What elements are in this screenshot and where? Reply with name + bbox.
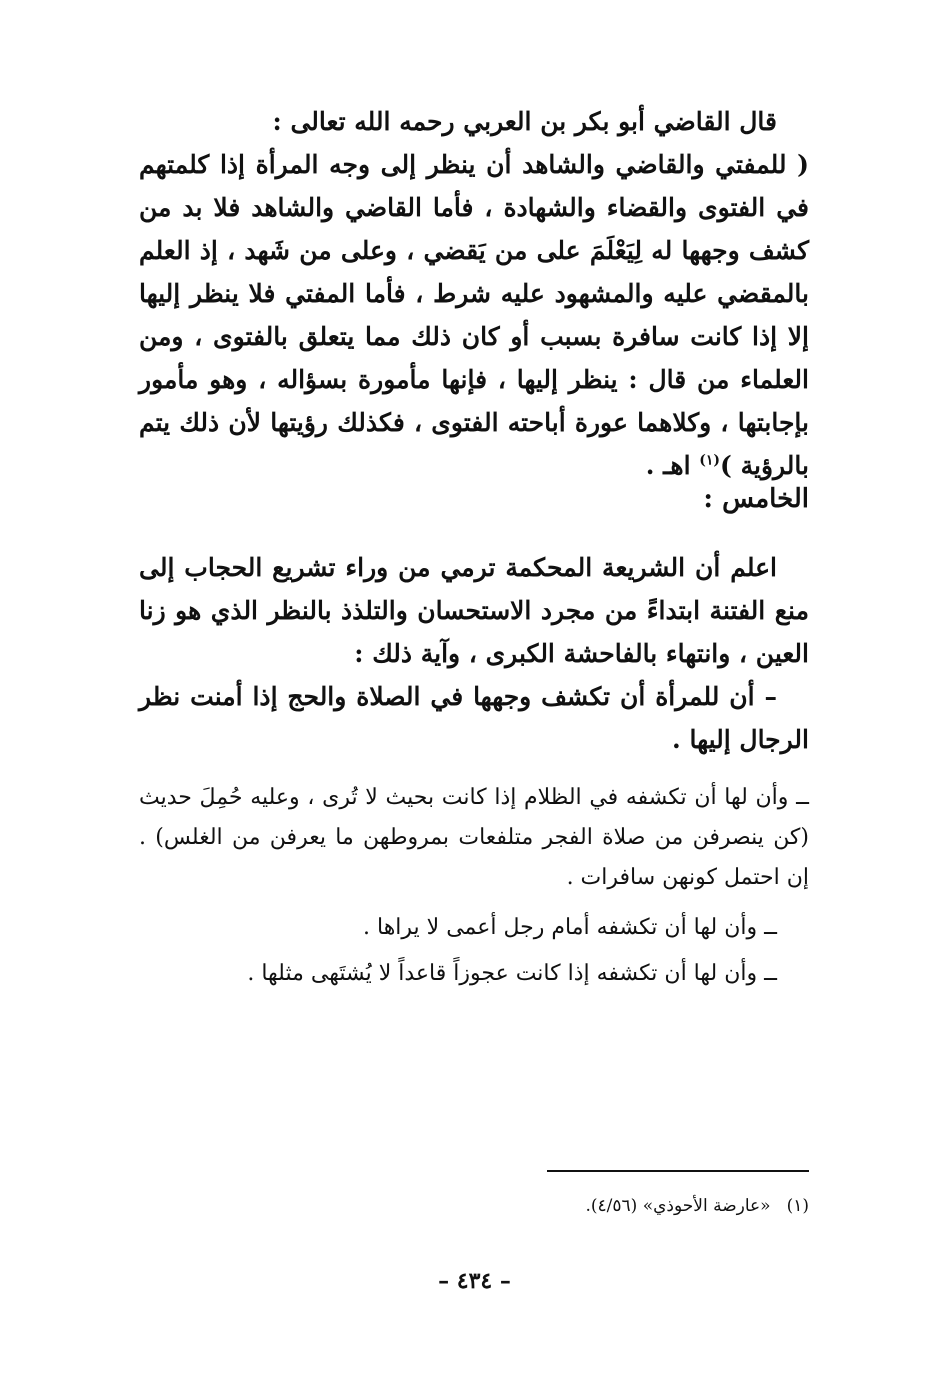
list-item-prayer-hajj: – أن للمرأة أن تكشف وجهها في الصلاة والحج إذا أمنت نظر الرجال إليها . [139, 682, 809, 754]
footnote-text: «عارضة الأحوذي» (٤/٥٦). [585, 1196, 771, 1216]
list-item-darkness: ــ وأن لها أن تكشفه في الظلام إذا كانت بحيث لا تُرى ، وعليه حُمِلَ حديث (كن ينصرفن من صلاة الفجر متلفعات بمروطهن ما يعرفن من الغلس) . إن احتمل كونهن سافرات . [139, 785, 809, 890]
quote-section [139, 100, 809, 487]
footnote [139, 1192, 809, 1220]
footnote-divider [547, 1170, 809, 1172]
page-number: – ٤٣٤ – [438, 1268, 511, 1294]
intro-paragraph: اعلم أن الشريعة المحكمة ترمي من وراء تشريع الحجاب إلى منع الفتنة ابتداءً من مجرد الاستحسان والتلذذ بالنظر الذي هو زنا العين ، وانتهاء بالفاحشة الكبرى ، وآية ذلك : [139, 553, 809, 668]
list-item-elderly-woman: ــ وأن لها أن تكشفه إذا كانت عجوزاً قاعداً لا يُشتَهى مثلها . [247, 961, 777, 986]
section-body [139, 546, 809, 761]
quoted-passage [139, 143, 809, 487]
quote-text: ( للمفتي والقاضي والشاهد أن ينظر إلى وجه المرأة إذا كلمتهم في الفتوى والقضاء والشهادة ، فأما القاضي والشاهد فلا بد من كشف وجهها له لِيَعْلَمَ على من يَقضي ، وعلى من شَهد ، إذ العلم بالمقضي عليه والمشهود عليه شرط ، فأما المفتي فلا ينظر إليها إلا إذا كانت سافرة بسبب أو كان ذلك مما يتعلق بالفتوى ، ومن العلماء من قال : ينظر إليها ، فإنها مأمورة بسؤاله ، وهو مأمور بإجابتها ، وكلاهما عورة أباحته الفتوى ، فكذلك رؤيتها لأن ذلك يتم بالرؤية ) [139, 150, 809, 480]
footnote-number: (١) [786, 1196, 809, 1216]
secondary-items [139, 778, 809, 994]
list-item-blind-man: ــ وأن لها أن تكشفه أمام رجل أعمى لا يراها . [363, 915, 777, 940]
intro-line: قال القاضي أبو بكر بن العربي رحمه الله تعالى : [272, 107, 777, 136]
footnote-reference: (١) [699, 452, 721, 469]
section-five [139, 484, 809, 514]
section-heading: الخامس : [703, 484, 809, 514]
quote-end: اهـ . [645, 451, 700, 480]
